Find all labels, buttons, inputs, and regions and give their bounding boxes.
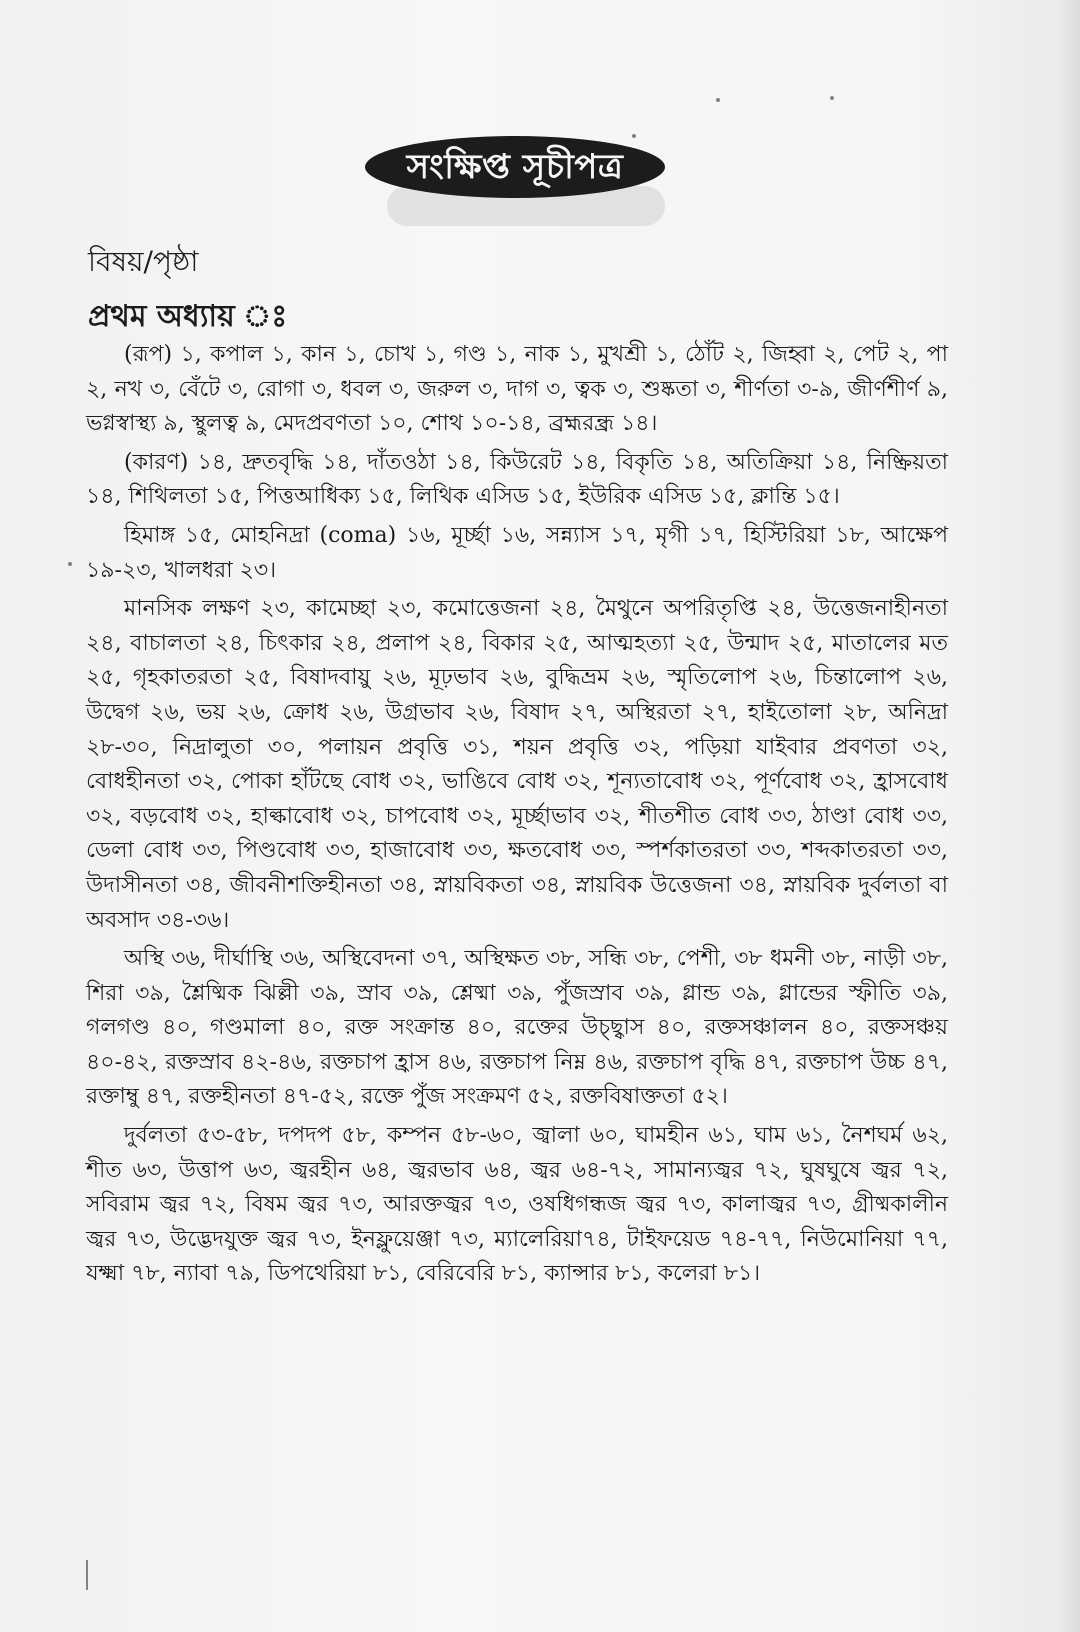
index-paragraph-cause: (কারণ) ১৪, দ্রুতবৃদ্ধি ১৪, দাঁতওঠা ১৪, কিউরেট ১৪, বিকৃতি ১৪, অতিক্রিয়া ১৪, নিষ্ক্রিয়তা ১৪, শিথিলতা ১৫, পিত্তআধিক্য ১৫, লিথিক এসিড ১৫, ইউরিক এসিড ১৫, ক্লান্তি ১৫। (86, 449, 948, 510)
paper-speck (716, 98, 720, 102)
index-paragraph-coma: হিমাঙ্গ ১৫, মোহনিদ্রা (coma) ১৬, মূর্চ্ছা ১৬, সন্ন্যাস ১৭, মৃগী ১৭, হিস্টিরিয়া ১৮, আক্ষেপ ১৯-২৩, খালধরা ২৩। (86, 522, 948, 583)
index-paragraph-form: (রূপ) ১, কপাল ১, কান ১, চোখ ১, গণ্ড ১, নাক ১, মুখশ্রী ১, ঠোঁট ২, জিহ্বা ২, পেট ২, পা ২, নখ ৩, বেঁটে ৩, রোগা ৩, ধবল ৩, জরুল ৩, দাগ ৩, ত্বক ৩, শুষ্কতা ৩, শীর্ণতা ৩-৯, জীর্ণশীর্ণ ৯, ভগ্নস্বাস্থ্য ৯, স্থুলত্ব ৯, মেদপ্রবণতা ১০, শোথ ১০-১৪, ব্রহ্মরন্ধ্র ১৪। (86, 342, 948, 437)
index-content (86, 338, 948, 1296)
index-paragraph-mental: মানসিক লক্ষণ ২৩, কামেচ্ছা ২৩, কমোত্তেজনা ২৪, মৈথুনে অপরিতৃপ্তি ২৪, উত্তেজনাহীনতা ২৪, বাচালতা ২৪, চিৎকার ২৪, প্রলাপ ২৪, বিকার ২৫, আত্মহত্যা ২৫, উন্মাদ ২৫, মাতালের মত ২৫, গৃহকাতরতা ২৫, বিষাদবায়ু ২৬, মূঢ়ভাব ২৬, বুদ্ধিভ্রম ২৬, স্মৃতিলোপ ২৬, চিন্তালোপ ২৬, উদ্বেগ ২৬, ভয় ২৬, ক্রোধ ২৬, উগ্রভাব ২৬, বিষাদ ২৭, অস্থিরতা ২৭, হাইতোলা ২৮, অনিদ্রা ২৮-৩০, নিদ্রালুতা ৩০, পলায়ন প্রবৃত্তি ৩১, শয়ন প্রবৃত্তি ৩২, পড়িয়া যাইবার প্রবণতা ৩২, বোধহীনতা ৩২, পোকা হাঁটছে বোধ ৩২, ভাঙিবে বোধ ৩২, শূন্যতাবোধ ৩২, পূর্ণবোধ ৩২, হ্রাসবোধ ৩২, বড়বোধ ৩২, হাল্কাবোধ ৩২, চাপবোধ ৩২, মূর্চ্ছাভাব ৩২, শীতশীত বোধ ৩৩, ঠাণ্ডা বোধ ৩৩, ডেলা বোধ ৩৩, পিণ্ডবোধ ৩৩, হাজাবোধ ৩৩, ক্ষতবোধ ৩৩, স্পর্শকাতরতা ৩৩, শব্দকাতরতা ৩৩, উদাসীনতা ৩৪, জীবনীশক্তিহীনতা ৩৪, স্নায়বিকতা ৩৪, স্নায়বিক উত্তেজনা ৩৪, স্নায়বিক দুর্বলতা বা অবসাদ ৩৪-৩৬। (86, 596, 949, 933)
index-paragraph-bone-blood: অস্থি ৩৬, দীর্ঘাস্থি ৩৬, অস্থিবেদনা ৩৭, অস্থিক্ষত ৩৮, সন্ধি ৩৮, পেশী, ৩৮ ধমনী ৩৮, নাড়ী ৩৮, শিরা ৩৯, শ্লৈষ্মিক ঝিল্লী ৩৯, স্রাব ৩৯, শ্লেষ্মা ৩৯, পুঁজস্রাব ৩৯, গ্লান্ড ৩৯, গ্লান্ডের স্ফীতি ৩৯, গলগণ্ড ৪০, গণ্ডমালা ৪০, রক্ত সংক্রান্ত ৪০, রক্তের উচ্ছ্বাস ৪০, রক্তসঞ্চালন ৪০, রক্তসঞ্চয় ৪০-৪২, রক্তস্রাব ৪২-৪৬, রক্তচাপ হ্রাস ৪৬, রক্তচাপ নিম্ন ৪৬, রক্তচাপ বৃদ্ধি ৪৭, রক্তচাপ উচ্চ ৪৭, রক্তাম্বু ৪৭, রক্তহীনতা ৪৭-৫২, রক্তে পুঁজ সংক্রমণ ৫২, রক্তবিষাক্ততা ৫২। (86, 946, 948, 1110)
page-title: সংক্ষিপ্ত সূচীপত্র (365, 136, 665, 198)
subject-page-label: বিষয়/পৃষ্ঠা (88, 245, 199, 278)
index-paragraph-fever: দুর্বলতা ৫৩-৫৮, দপদপ ৫৮, কম্পন ৫৮-৬০, জ্বালা ৬০, ঘামহীন ৬১, ঘাম ৬১, নৈশঘর্ম ৬২, শীত ৬৩, উত্তাপ ৬৩, জ্বরহীন ৬৪, জ্বরভাব ৬৪, জ্বর ৬৪-৭২, সামান্যজ্বর ৭২, ঘুষঘুষে জ্বর ৭২, সবিরাম জ্বর ৭২, বিষম জ্বর ৭৩, আরক্তজ্বর ৭৩, ওষধিগন্ধজ জ্বর ৭৩, কালাজ্বর ৭৩, গ্রীষ্মকালীন জ্বর ৭৩, উদ্ভেদযুক্ত জ্বর ৭৩, ইনফ্লুয়েঞ্জা ৭৩, ম্যালেরিয়া৭৪, টাইফয়েড ৭৪-৭৭, নিউমোনিয়া ৭৭, যক্ষ্মা ৭৮, ন্যাবা ৭৯, ডিপথেরিয়া ৮১, বেরিবেরি ৮১, ক্যান্সার ৮১, কলেরা ৮১। (86, 1123, 948, 1287)
page-edge-shadow (1058, 0, 1080, 1632)
chapter-heading: প্রথম অধ্যায় ঃ (88, 299, 288, 334)
paper-speck (68, 562, 72, 566)
margin-mark (86, 1560, 88, 1590)
paper-speck (830, 96, 834, 100)
title-banner-group (365, 136, 665, 198)
paper-speck (632, 134, 636, 138)
